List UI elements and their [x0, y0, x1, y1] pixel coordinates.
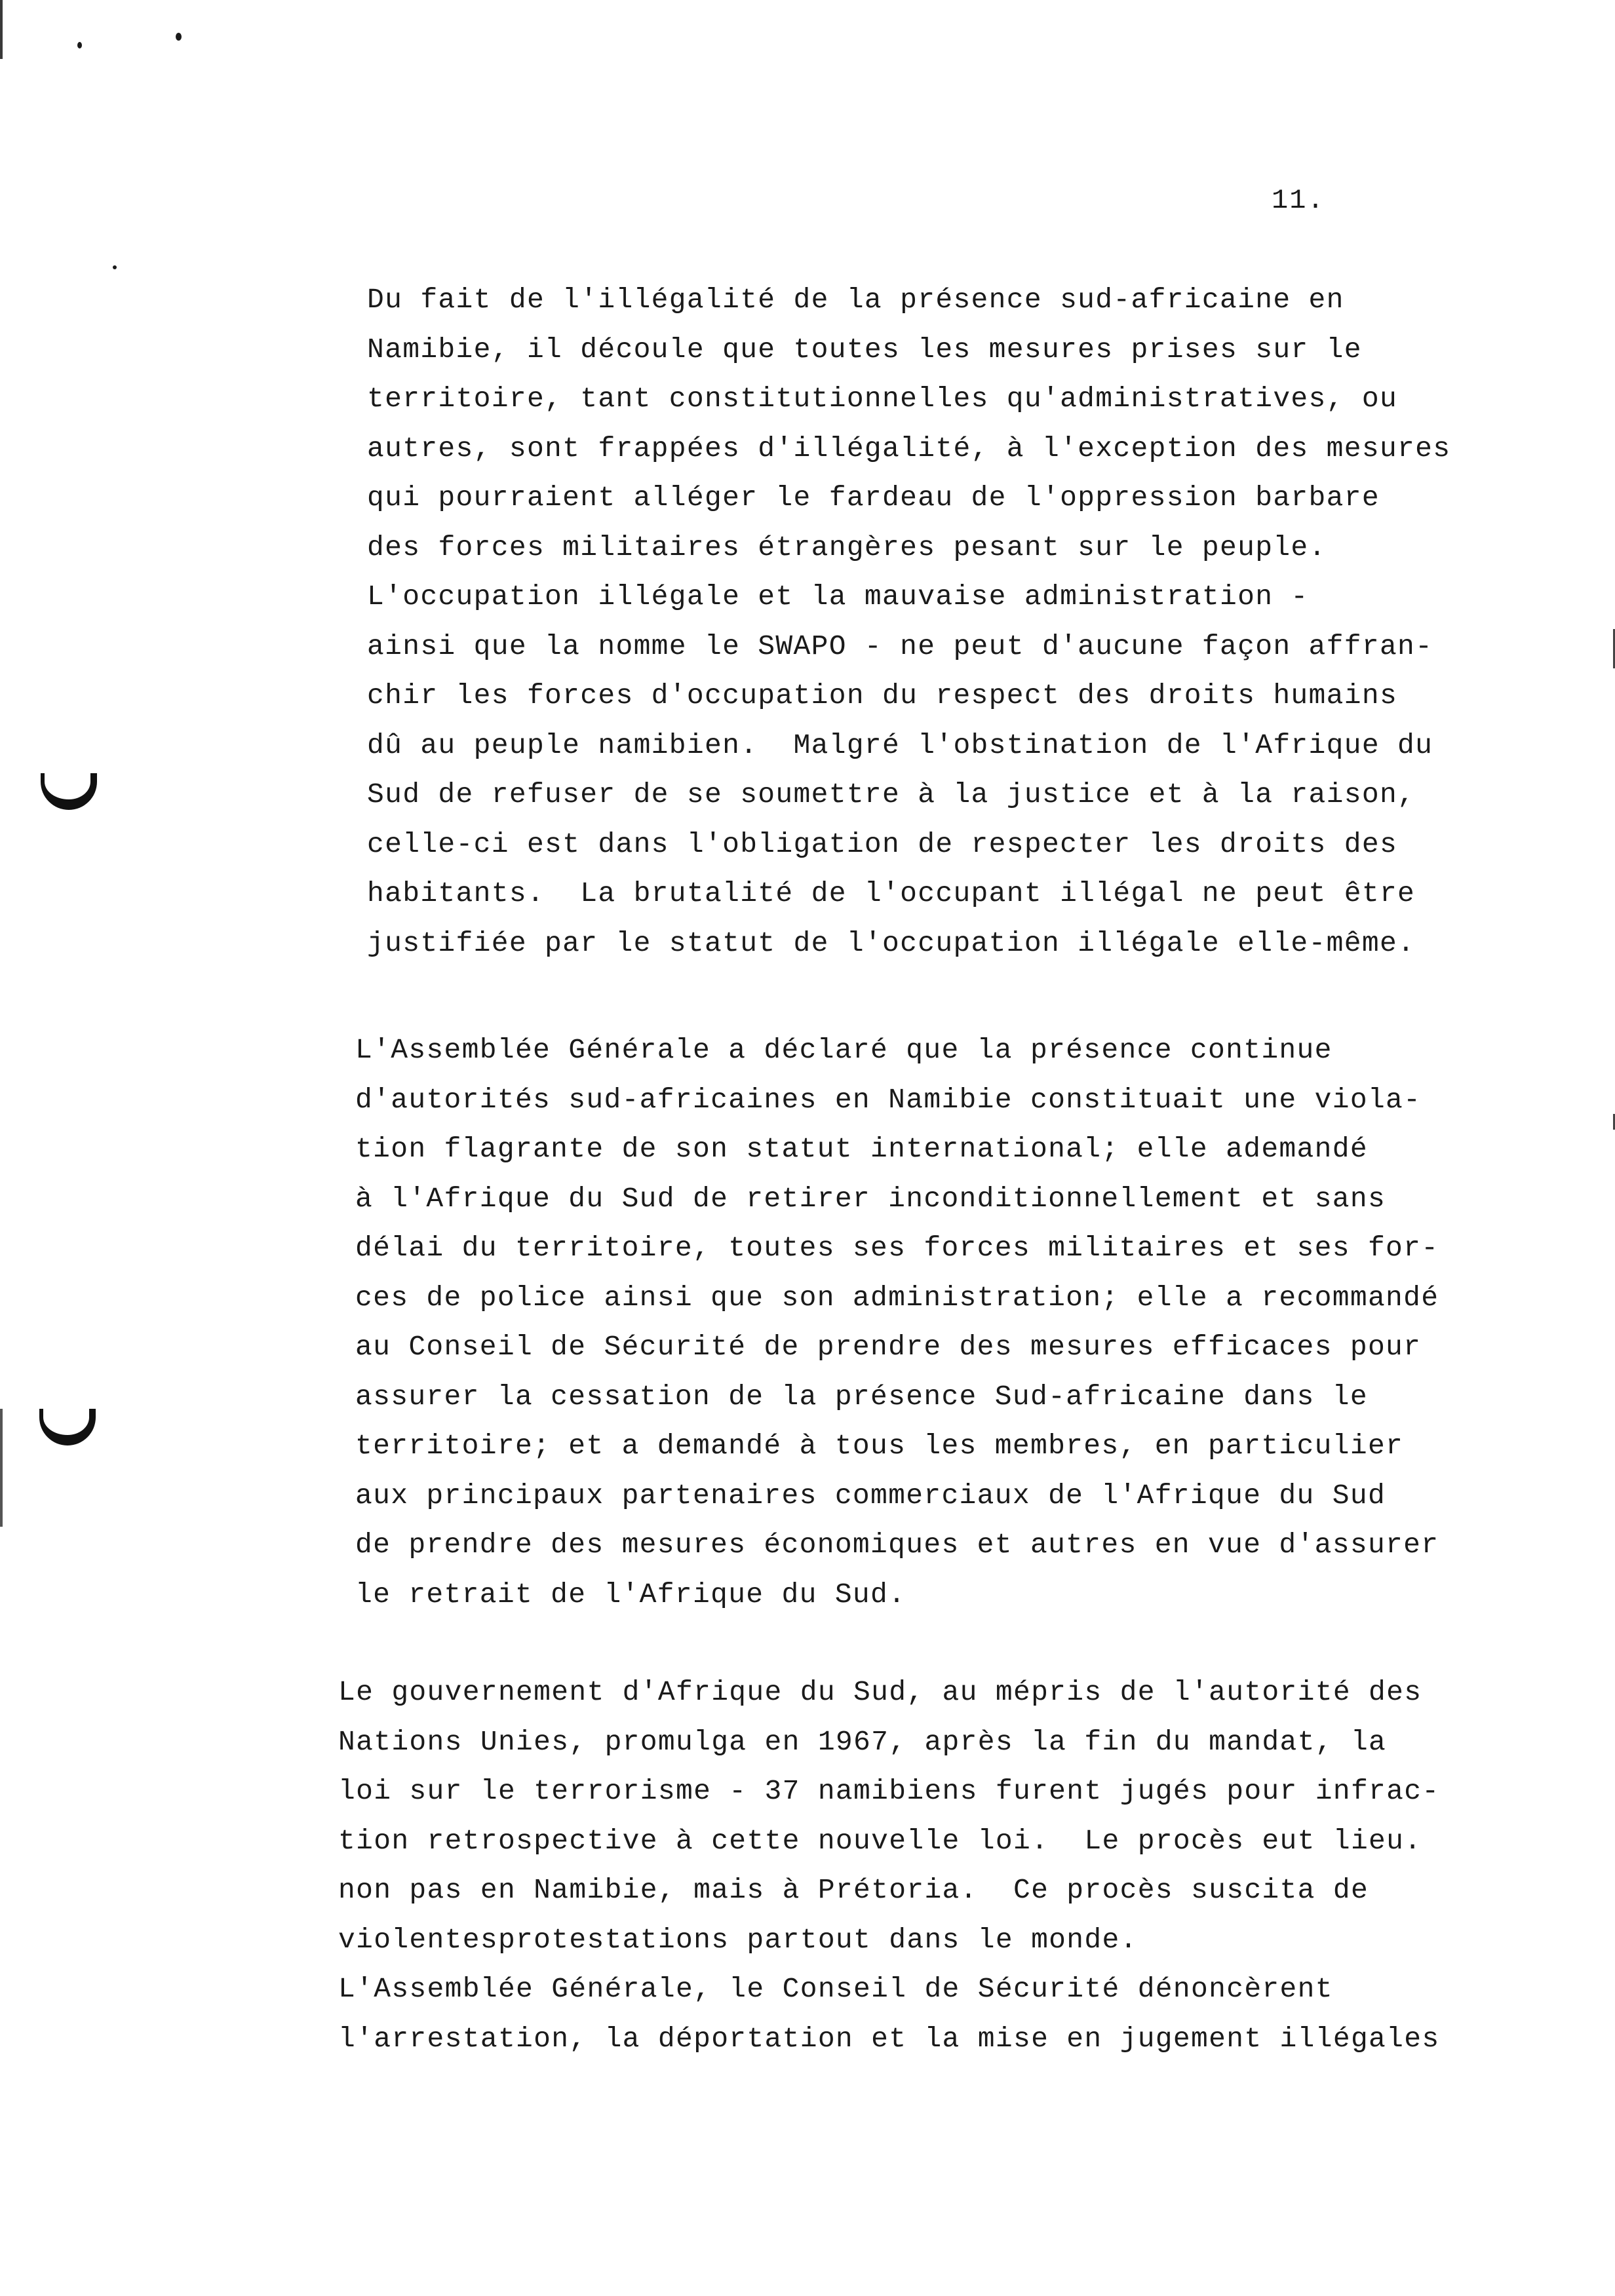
text-line: L'occupation illégale et la mauvaise administration - [367, 581, 1309, 613]
text-line: territoire, tant constitutionnelles qu'administratives, ou [367, 383, 1398, 415]
text-line: délai du territoire, toutes ses forces militaires et ses for- [355, 1232, 1439, 1264]
text-line: des forces militaires étrangères pesant sur le peuple. [367, 531, 1327, 564]
text-line: L'Assemblée Générale, le Conseil de Sécurité dénoncèrent [338, 1973, 1333, 2005]
text-line: ainsi que la nomme le SWAPO - ne peut d'aucune façon affran- [367, 630, 1433, 662]
text-line: Namibie, il découle que toutes les mesures prises sur le [367, 333, 1362, 366]
text-line: assurer la cessation de la présence Sud-africaine dans le [355, 1380, 1368, 1413]
text-line: qui pourraient alléger le fardeau de l'oppression barbare [367, 482, 1380, 514]
text-line: à l'Afrique du Sud de retirer inconditionnellement et sans [355, 1182, 1386, 1215]
text-line: d'autorités sud-africaines en Namibie constituait une viola- [355, 1083, 1422, 1116]
text-line: Nations Unies, promulga en 1967, après la fin du mandat, la [338, 1725, 1387, 1758]
text-line: justifiée par le statut de l'occupation illégale elle-même. [367, 927, 1416, 959]
text-line: autres, sont frappées d'illégalité, à l'exception des mesures [367, 432, 1451, 465]
page-number: 11. [1272, 185, 1325, 216]
scan-edge [0, 0, 3, 2296]
text-line: loi sur le terrorisme - 37 namibiens furent jugés pour infrac- [338, 1775, 1440, 1807]
text-line: le retrait de l'Afrique du Sud. [355, 1578, 906, 1611]
scan-speck [176, 33, 182, 41]
punch-hole-mark [41, 773, 97, 810]
text-line: chir les forces d'occupation du respect des droits humains [367, 679, 1398, 712]
text-line: violentesprotestations partout dans le monde. [338, 1923, 1138, 1956]
paragraph-1 [367, 275, 1450, 968]
paragraph-3 [338, 1668, 1439, 2063]
text-line: de prendre des mesures économiques et autres en vue d'assurer [355, 1529, 1439, 1561]
text-line: Du fait de l'illégalité de la présence sud-africaine en [367, 284, 1344, 316]
scan-speck [113, 265, 117, 269]
text-line: tion retrospective à cette nouvelle loi. Le procès eut lieu. [338, 1824, 1422, 1857]
text-line: au Conseil de Sécurité de prendre des mesures efficaces pour [355, 1331, 1422, 1363]
text-line: tion flagrante de son statut international; elle ademandé [355, 1133, 1368, 1165]
text-line: territoire; et a demandé à tous les membres, en particulier [355, 1430, 1404, 1462]
text-line: non pas en Namibie, mais à Prétoria. Ce procès suscita de [338, 1874, 1369, 1906]
punch-hole-mark [39, 1409, 96, 1445]
text-line: l'arrestation, la déportation et la mise en jugement illégales [338, 2022, 1440, 2055]
text-line: ces de police ainsi que son administration; elle a recommandé [355, 1281, 1439, 1314]
text-line: habitants. La brutalité de l'occupant illégal ne peut être [367, 877, 1416, 909]
text-line: L'Assemblée Générale a déclaré que la présence continue [355, 1034, 1333, 1066]
text-line: aux principaux partenaires commerciaux de l'Afrique du Sud [355, 1479, 1386, 1512]
text-line: dû au peuple namibien. Malgré l'obstination de l'Afrique du [367, 729, 1433, 761]
scan-speck [77, 42, 82, 48]
text-line: Le gouvernement d'Afrique du Sud, au mépris de l'autorité des [338, 1676, 1422, 1708]
text-line: celle-ci est dans l'obligation de respecter les droits des [367, 828, 1398, 860]
paragraph-2 [355, 1025, 1439, 1619]
text-line: Sud de refuser de se soumettre à la justice et à la raison, [367, 778, 1416, 811]
